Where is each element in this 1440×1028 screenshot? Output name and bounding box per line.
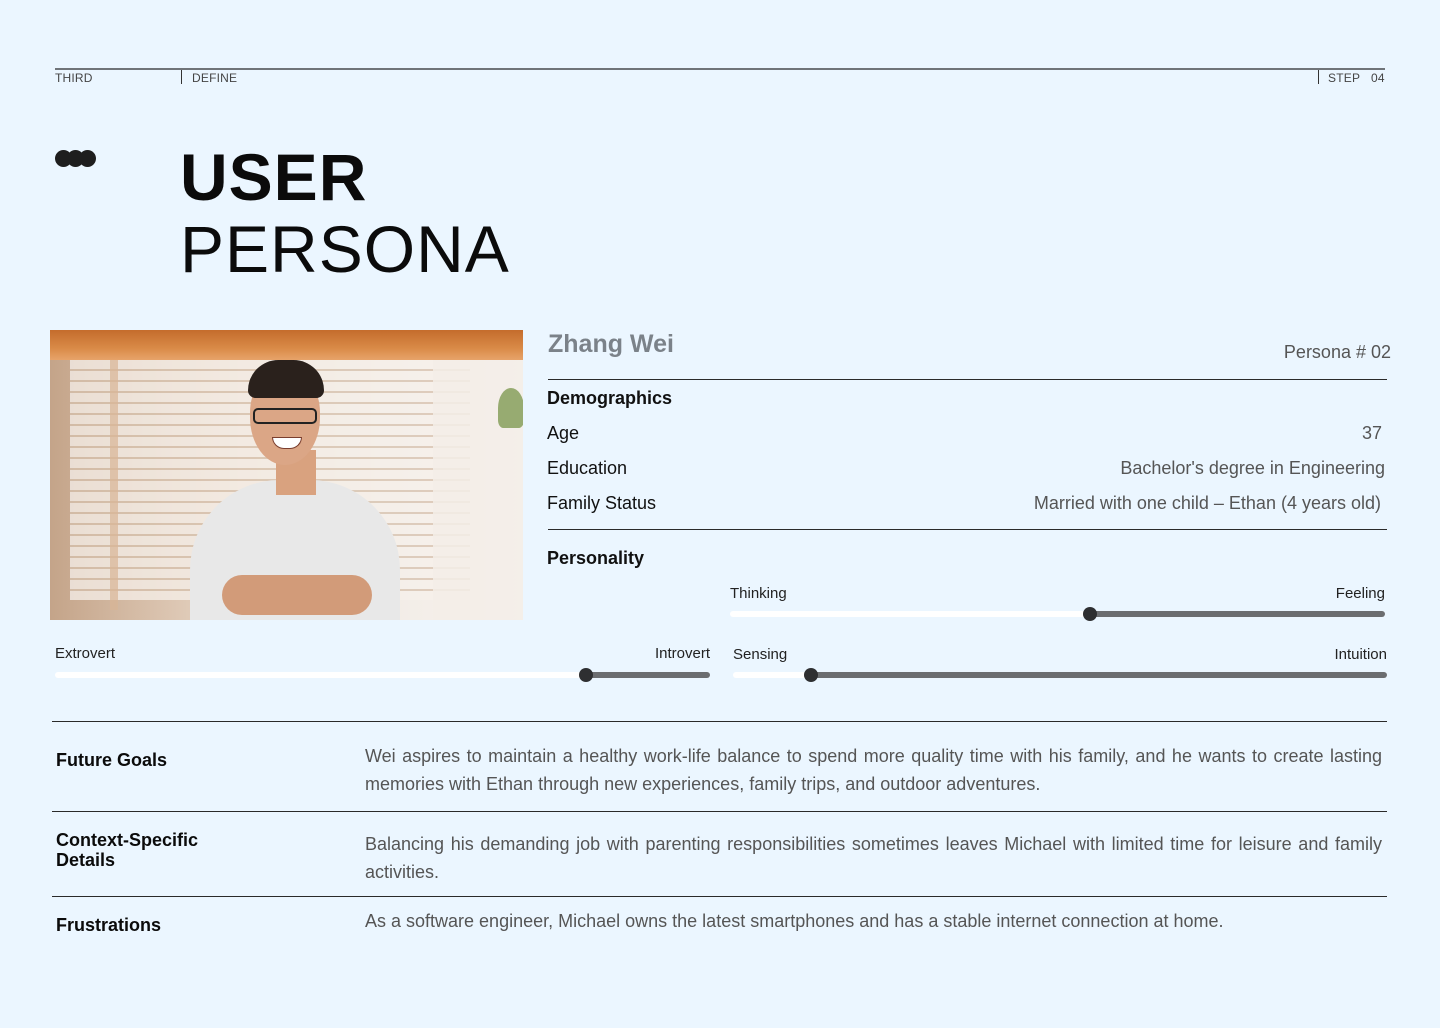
demographics-value-age: 37 [1361, 423, 1382, 443]
personality-heading: Personality [547, 548, 645, 568]
future-goals-text: Wei aspires to maintain a healthy work-life balance to spend more quality time with his family, and he wants to create lasting memories with Ethan through new experiences, family trips, and outdoor adventures. [365, 746, 1382, 794]
three-dots-logo-icon [55, 150, 99, 168]
header-step-number: 04 [1371, 71, 1385, 85]
slider-sensing-intuition[interactable] [733, 672, 1387, 678]
info-divider-middle [548, 529, 1387, 530]
info-divider-top [548, 379, 1387, 380]
slider-knob[interactable] [579, 668, 593, 682]
persona-id: Persona # 02 [1283, 342, 1391, 362]
future-goals-heading: Future Goals [56, 750, 168, 770]
header-step-label: STEP [1328, 71, 1361, 85]
table-divider-2 [52, 811, 1387, 812]
slider-extrovert-label: Extrovert [55, 645, 116, 662]
header-divider-right [1318, 70, 1319, 84]
slider-fill [1090, 611, 1385, 617]
demographics-label-education: Education [547, 458, 628, 478]
header-rule [55, 68, 1385, 70]
slider-feeling-label: Feeling [1335, 585, 1385, 602]
demographics-heading: Demographics [547, 388, 673, 408]
slider-sensing-label: Sensing [733, 646, 788, 663]
slider-intuition-label: Intuition [1334, 646, 1387, 663]
frustrations-text: As a software engineer, Michael owns the latest smartphones and has a stable internet connection at home. [365, 911, 1224, 931]
page-title-line1: USER [180, 140, 368, 214]
slider-thinking-feeling[interactable] [730, 611, 1385, 617]
demographics-value-family: Married with one child – Ethan (4 years old) [1033, 493, 1381, 513]
slider-fill [811, 672, 1387, 678]
slider-extrovert-introvert[interactable] [55, 672, 710, 678]
table-divider-1 [52, 721, 1387, 722]
slider-knob[interactable] [1083, 607, 1097, 621]
slider-knob[interactable] [804, 668, 818, 682]
persona-photo [50, 330, 523, 620]
context-details-text: Balancing his demanding job with parenting responsibilities sometimes leaves Michael with limited time for leisure and family activities. [365, 834, 1382, 882]
page-title-line2: PERSONA [180, 212, 510, 286]
slider-fill [586, 672, 710, 678]
table-divider-3 [52, 896, 1387, 897]
header-left-label: THIRD [55, 71, 93, 85]
persona-name: Zhang Wei [548, 330, 674, 358]
frustrations-heading: Frustrations [56, 915, 162, 935]
demographics-label-family: Family Status [547, 493, 657, 513]
slider-introvert-label: Introvert [654, 645, 710, 662]
header-divider [181, 70, 182, 84]
context-details-heading: Context-Specific Details [56, 830, 199, 870]
header-middle-label: DEFINE [192, 71, 238, 85]
demographics-value-education: Bachelor's degree in Engineering [1120, 458, 1385, 478]
demographics-label-age: Age [547, 423, 580, 443]
slider-thinking-label: Thinking [730, 585, 787, 602]
